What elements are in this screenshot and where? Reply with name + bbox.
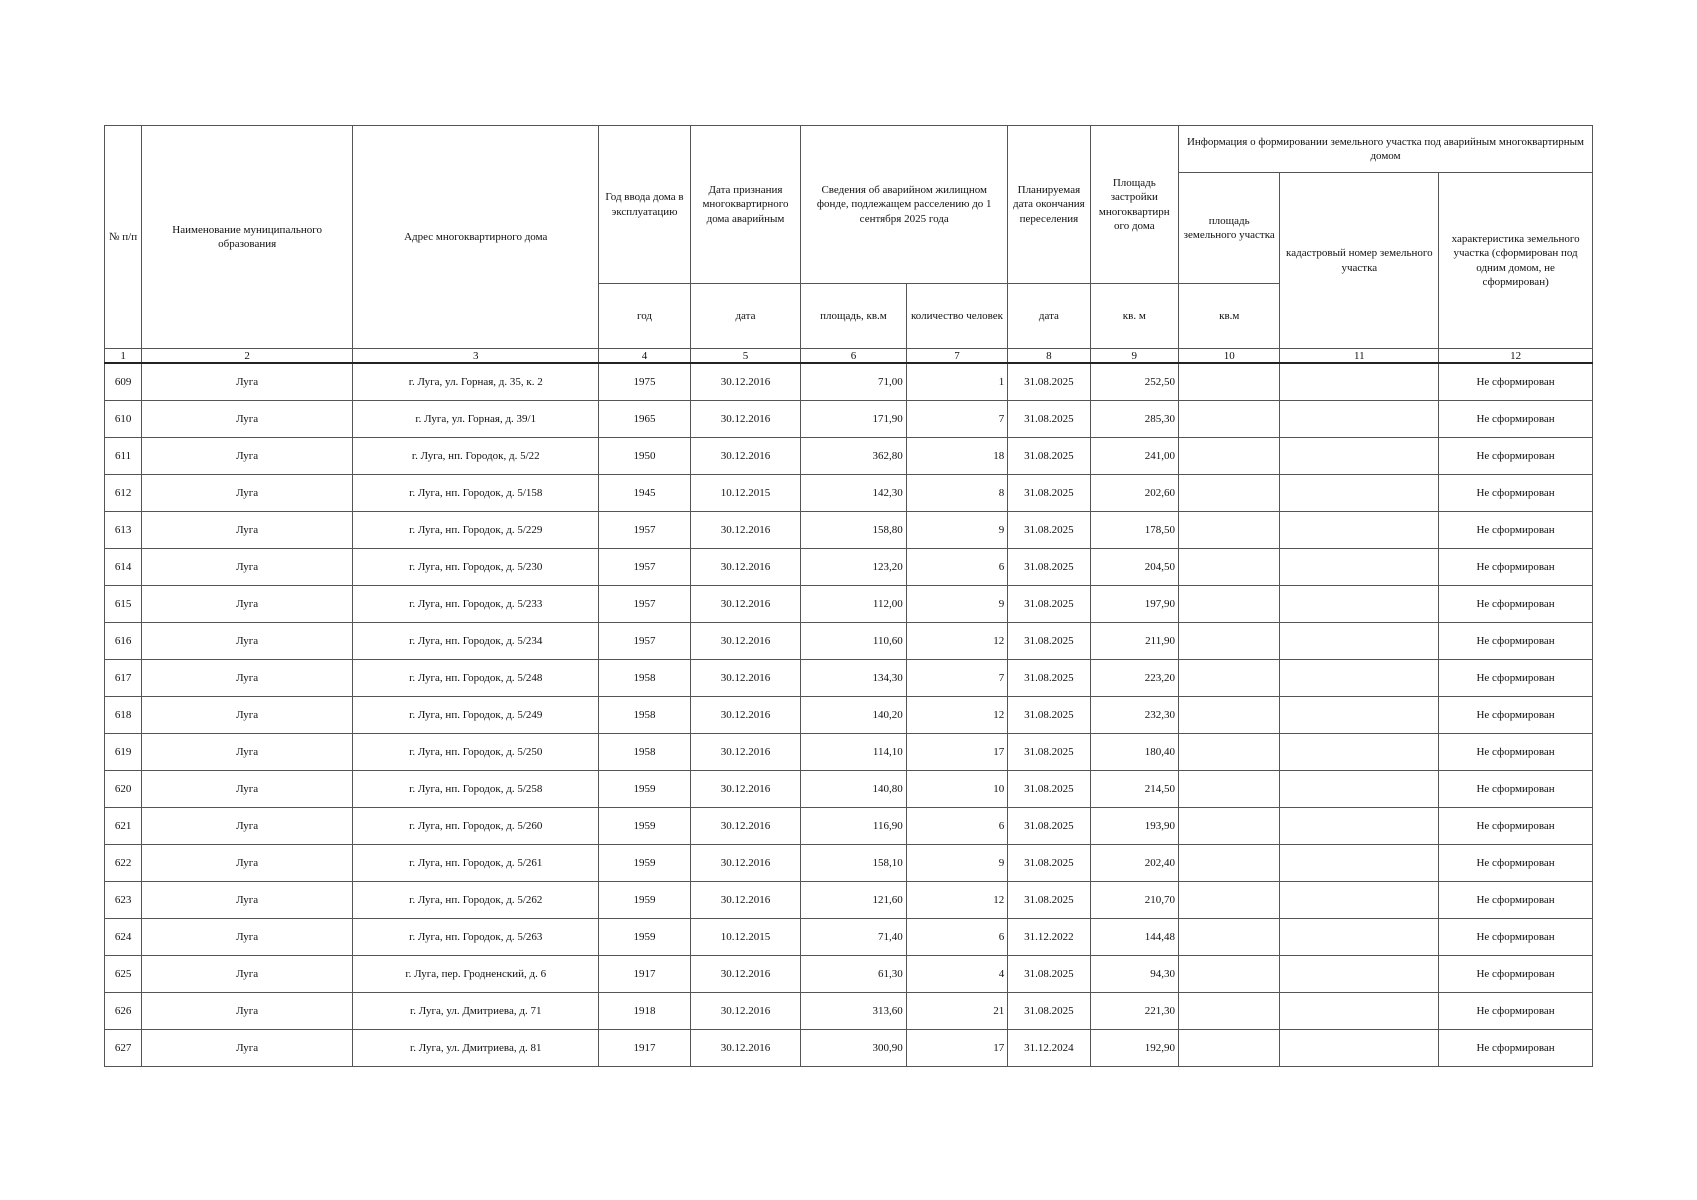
cell-planned-date: 31.08.2025 bbox=[1008, 623, 1090, 660]
cell-municipality: Луга bbox=[142, 845, 353, 882]
cell-people-count: 18 bbox=[906, 438, 1007, 475]
cell-cadastral-number bbox=[1280, 586, 1439, 623]
cell-year-built: 1957 bbox=[599, 586, 690, 623]
cell-land-area bbox=[1178, 438, 1279, 475]
cell-year-built: 1959 bbox=[599, 845, 690, 882]
cell-no: 614 bbox=[105, 549, 142, 586]
cell-planned-date: 31.08.2025 bbox=[1008, 401, 1090, 438]
cell-living-area: 121,60 bbox=[801, 882, 906, 919]
cell-cadastral-number bbox=[1280, 1030, 1439, 1067]
cell-building-area: 193,90 bbox=[1090, 808, 1178, 845]
cell-building-area: 202,60 bbox=[1090, 475, 1178, 512]
cell-emergency-date: 30.12.2016 bbox=[690, 808, 801, 845]
cell-no: 612 bbox=[105, 475, 142, 512]
cell-land-characteristic: Не сформирован bbox=[1439, 956, 1593, 993]
cell-building-area: 214,50 bbox=[1090, 771, 1178, 808]
cell-land-area bbox=[1178, 1030, 1279, 1067]
column-number: 3 bbox=[353, 349, 599, 364]
cell-cadastral-number bbox=[1280, 623, 1439, 660]
cell-address: г. Луга, ул. Дмитриева, д. 71 bbox=[353, 993, 599, 1030]
unit-build-area: кв. м bbox=[1090, 284, 1178, 349]
table-row bbox=[105, 623, 1593, 660]
cell-building-area: 232,30 bbox=[1090, 697, 1178, 734]
cell-emergency-date: 30.12.2016 bbox=[690, 623, 801, 660]
cell-planned-date: 31.08.2025 bbox=[1008, 475, 1090, 512]
cell-building-area: 285,30 bbox=[1090, 401, 1178, 438]
cell-planned-date: 31.08.2025 bbox=[1008, 734, 1090, 771]
cell-cadastral-number bbox=[1280, 549, 1439, 586]
table-row bbox=[105, 734, 1593, 771]
header-planned-date: Планируемая дата окончания переселения bbox=[1008, 126, 1090, 284]
cell-address: г. Луга, нп. Городок, д. 5/260 bbox=[353, 808, 599, 845]
cell-living-area: 71,00 bbox=[801, 363, 906, 401]
cell-year-built: 1950 bbox=[599, 438, 690, 475]
cell-living-area: 123,20 bbox=[801, 549, 906, 586]
cell-building-area: 204,50 bbox=[1090, 549, 1178, 586]
cell-no: 615 bbox=[105, 586, 142, 623]
cell-people-count: 7 bbox=[906, 401, 1007, 438]
cell-building-area: 252,50 bbox=[1090, 363, 1178, 401]
cell-no: 609 bbox=[105, 363, 142, 401]
cell-land-characteristic: Не сформирован bbox=[1439, 734, 1593, 771]
cell-people-count: 17 bbox=[906, 1030, 1007, 1067]
cell-land-characteristic: Не сформирован bbox=[1439, 512, 1593, 549]
cell-living-area: 158,80 bbox=[801, 512, 906, 549]
cell-year-built: 1917 bbox=[599, 956, 690, 993]
cell-no: 626 bbox=[105, 993, 142, 1030]
cell-land-characteristic: Не сформирован bbox=[1439, 919, 1593, 956]
cell-living-area: 158,10 bbox=[801, 845, 906, 882]
column-number: 7 bbox=[906, 349, 1007, 364]
cell-land-characteristic: Не сформирован bbox=[1439, 363, 1593, 401]
column-number-row bbox=[105, 349, 1593, 364]
cell-cadastral-number bbox=[1280, 401, 1439, 438]
cell-municipality: Луга bbox=[142, 771, 353, 808]
column-number: 2 bbox=[142, 349, 353, 364]
cell-planned-date: 31.08.2025 bbox=[1008, 771, 1090, 808]
cell-people-count: 10 bbox=[906, 771, 1007, 808]
cell-address: г. Луга, нп. Городок, д. 5/261 bbox=[353, 845, 599, 882]
cell-no: 620 bbox=[105, 771, 142, 808]
cell-living-area: 112,00 bbox=[801, 586, 906, 623]
cell-year-built: 1918 bbox=[599, 993, 690, 1030]
cell-building-area: 221,30 bbox=[1090, 993, 1178, 1030]
cell-land-area bbox=[1178, 475, 1279, 512]
cell-building-area: 241,00 bbox=[1090, 438, 1178, 475]
unit-date: дата bbox=[690, 284, 801, 349]
cell-planned-date: 31.08.2025 bbox=[1008, 549, 1090, 586]
cell-land-characteristic: Не сформирован bbox=[1439, 845, 1593, 882]
cell-emergency-date: 30.12.2016 bbox=[690, 771, 801, 808]
cell-municipality: Луга bbox=[142, 808, 353, 845]
cell-planned-date: 31.08.2025 bbox=[1008, 993, 1090, 1030]
cell-people-count: 6 bbox=[906, 549, 1007, 586]
cell-year-built: 1957 bbox=[599, 512, 690, 549]
cell-emergency-date: 30.12.2016 bbox=[690, 401, 801, 438]
cell-municipality: Луга bbox=[142, 401, 353, 438]
cell-address: г. Луга, нп. Городок, д. 5/262 bbox=[353, 882, 599, 919]
cell-cadastral-number bbox=[1280, 956, 1439, 993]
header-building-area: Площадь застройки многоквартирн ого дома bbox=[1090, 126, 1178, 284]
cell-planned-date: 31.08.2025 bbox=[1008, 956, 1090, 993]
cell-municipality: Луга bbox=[142, 697, 353, 734]
cell-municipality: Луга bbox=[142, 512, 353, 549]
cell-address: г. Луга, нп. Городок, д. 5/230 bbox=[353, 549, 599, 586]
cell-living-area: 140,80 bbox=[801, 771, 906, 808]
cell-address: г. Луга, нп. Городок, д. 5/234 bbox=[353, 623, 599, 660]
cell-land-area bbox=[1178, 586, 1279, 623]
cell-address: г. Луга, ул. Горная, д. 39/1 bbox=[353, 401, 599, 438]
cell-land-characteristic: Не сформирован bbox=[1439, 697, 1593, 734]
cell-year-built: 1959 bbox=[599, 882, 690, 919]
cell-building-area: 180,40 bbox=[1090, 734, 1178, 771]
cell-living-area: 110,60 bbox=[801, 623, 906, 660]
cell-people-count: 6 bbox=[906, 808, 1007, 845]
cell-people-count: 9 bbox=[906, 845, 1007, 882]
cell-planned-date: 31.08.2025 bbox=[1008, 845, 1090, 882]
header-relocation-info: Сведения об аварийном жилищном фонде, подлежащем расселению до 1 сентября 2025 года bbox=[801, 126, 1008, 284]
cell-year-built: 1959 bbox=[599, 919, 690, 956]
table-row bbox=[105, 697, 1593, 734]
cell-year-built: 1959 bbox=[599, 771, 690, 808]
header-no: № п/п bbox=[105, 126, 142, 349]
cell-cadastral-number bbox=[1280, 734, 1439, 771]
cell-living-area: 142,30 bbox=[801, 475, 906, 512]
cell-municipality: Луга bbox=[142, 956, 353, 993]
cell-land-characteristic: Не сформирован bbox=[1439, 660, 1593, 697]
cell-building-area: 223,20 bbox=[1090, 660, 1178, 697]
cell-land-characteristic: Не сформирован bbox=[1439, 475, 1593, 512]
header-emergency-date: Дата признания многоквартирного дома аварийным bbox=[690, 126, 801, 284]
unit-area: площадь, кв.м bbox=[801, 284, 906, 349]
table-row bbox=[105, 808, 1593, 845]
column-number: 5 bbox=[690, 349, 801, 364]
table-row bbox=[105, 919, 1593, 956]
cell-land-area bbox=[1178, 623, 1279, 660]
cell-emergency-date: 30.12.2016 bbox=[690, 586, 801, 623]
table-header bbox=[105, 126, 1593, 364]
cell-emergency-date: 30.12.2016 bbox=[690, 845, 801, 882]
cell-year-built: 1959 bbox=[599, 808, 690, 845]
table-row bbox=[105, 586, 1593, 623]
cell-people-count: 1 bbox=[906, 363, 1007, 401]
cell-year-built: 1958 bbox=[599, 660, 690, 697]
cell-land-characteristic: Не сформирован bbox=[1439, 586, 1593, 623]
table-body bbox=[105, 363, 1593, 1067]
column-number: 1 bbox=[105, 349, 142, 364]
cell-land-area bbox=[1178, 512, 1279, 549]
header-cadastral: кадастровый номер земельного участка bbox=[1280, 173, 1439, 349]
cell-municipality: Луга bbox=[142, 623, 353, 660]
cell-municipality: Луга bbox=[142, 549, 353, 586]
header-address: Адрес многоквартирного дома bbox=[353, 126, 599, 349]
cell-land-characteristic: Не сформирован bbox=[1439, 771, 1593, 808]
column-number: 9 bbox=[1090, 349, 1178, 364]
cell-living-area: 171,90 bbox=[801, 401, 906, 438]
header-land-area: площадь земельного участка bbox=[1178, 173, 1279, 284]
table-row bbox=[105, 549, 1593, 586]
cell-building-area: 211,90 bbox=[1090, 623, 1178, 660]
cell-year-built: 1965 bbox=[599, 401, 690, 438]
cell-planned-date: 31.12.2024 bbox=[1008, 1030, 1090, 1067]
cell-land-area bbox=[1178, 660, 1279, 697]
cell-building-area: 197,90 bbox=[1090, 586, 1178, 623]
cell-municipality: Луга bbox=[142, 660, 353, 697]
unit-plan-date: дата bbox=[1008, 284, 1090, 349]
cell-land-area bbox=[1178, 401, 1279, 438]
cell-municipality: Луга bbox=[142, 882, 353, 919]
table-row bbox=[105, 993, 1593, 1030]
cell-building-area: 144,48 bbox=[1090, 919, 1178, 956]
cell-emergency-date: 30.12.2016 bbox=[690, 660, 801, 697]
cell-land-area bbox=[1178, 697, 1279, 734]
cell-building-area: 192,90 bbox=[1090, 1030, 1178, 1067]
cell-land-area bbox=[1178, 734, 1279, 771]
cell-cadastral-number bbox=[1280, 438, 1439, 475]
cell-land-area bbox=[1178, 956, 1279, 993]
cell-year-built: 1957 bbox=[599, 549, 690, 586]
cell-land-area bbox=[1178, 845, 1279, 882]
cell-land-characteristic: Не сформирован bbox=[1439, 438, 1593, 475]
cell-address: г. Луга, нп. Городок, д. 5/250 bbox=[353, 734, 599, 771]
cell-living-area: 313,60 bbox=[801, 993, 906, 1030]
cell-living-area: 134,30 bbox=[801, 660, 906, 697]
cell-planned-date: 31.08.2025 bbox=[1008, 438, 1090, 475]
cell-address: г. Луга, нп. Городок, д. 5/258 bbox=[353, 771, 599, 808]
cell-emergency-date: 30.12.2016 bbox=[690, 438, 801, 475]
cell-no: 619 bbox=[105, 734, 142, 771]
header-municipality: Наименование муниципального образования bbox=[142, 126, 353, 349]
table-row bbox=[105, 771, 1593, 808]
cell-people-count: 21 bbox=[906, 993, 1007, 1030]
cell-address: г. Луга, нп. Городок, д. 5/158 bbox=[353, 475, 599, 512]
cell-land-area bbox=[1178, 549, 1279, 586]
unit-year: год bbox=[599, 284, 690, 349]
cell-emergency-date: 30.12.2016 bbox=[690, 512, 801, 549]
cell-people-count: 4 bbox=[906, 956, 1007, 993]
table-row bbox=[105, 438, 1593, 475]
cell-cadastral-number bbox=[1280, 993, 1439, 1030]
cell-living-area: 116,90 bbox=[801, 808, 906, 845]
cell-land-characteristic: Не сформирован bbox=[1439, 808, 1593, 845]
cell-planned-date: 31.08.2025 bbox=[1008, 586, 1090, 623]
cell-year-built: 1975 bbox=[599, 363, 690, 401]
cell-cadastral-number bbox=[1280, 882, 1439, 919]
cell-emergency-date: 10.12.2015 bbox=[690, 919, 801, 956]
cell-people-count: 17 bbox=[906, 734, 1007, 771]
cell-address: г. Луга, ул. Дмитриева, д. 81 bbox=[353, 1030, 599, 1067]
cell-municipality: Луга bbox=[142, 586, 353, 623]
cell-living-area: 114,10 bbox=[801, 734, 906, 771]
header-land-characteristic: характеристика земельного участка (сформирован под одним домом, не сформирован) bbox=[1439, 173, 1593, 349]
cell-emergency-date: 10.12.2015 bbox=[690, 475, 801, 512]
cell-no: 617 bbox=[105, 660, 142, 697]
cell-planned-date: 31.08.2025 bbox=[1008, 697, 1090, 734]
cell-planned-date: 31.08.2025 bbox=[1008, 882, 1090, 919]
cell-building-area: 94,30 bbox=[1090, 956, 1178, 993]
cell-municipality: Луга bbox=[142, 438, 353, 475]
cell-people-count: 9 bbox=[906, 512, 1007, 549]
table-row bbox=[105, 512, 1593, 549]
cell-no: 624 bbox=[105, 919, 142, 956]
cell-land-area bbox=[1178, 993, 1279, 1030]
table-row bbox=[105, 956, 1593, 993]
emergency-housing-table bbox=[104, 125, 1593, 1067]
table-row bbox=[105, 660, 1593, 697]
cell-building-area: 202,40 bbox=[1090, 845, 1178, 882]
cell-land-area bbox=[1178, 919, 1279, 956]
cell-people-count: 8 bbox=[906, 475, 1007, 512]
cell-year-built: 1917 bbox=[599, 1030, 690, 1067]
cell-cadastral-number bbox=[1280, 660, 1439, 697]
cell-no: 622 bbox=[105, 845, 142, 882]
cell-no: 623 bbox=[105, 882, 142, 919]
cell-municipality: Луга bbox=[142, 734, 353, 771]
cell-address: г. Луга, нп. Городок, д. 5/249 bbox=[353, 697, 599, 734]
cell-people-count: 6 bbox=[906, 919, 1007, 956]
cell-building-area: 178,50 bbox=[1090, 512, 1178, 549]
cell-people-count: 9 bbox=[906, 586, 1007, 623]
cell-living-area: 362,80 bbox=[801, 438, 906, 475]
column-number: 4 bbox=[599, 349, 690, 364]
cell-municipality: Луга bbox=[142, 919, 353, 956]
cell-people-count: 12 bbox=[906, 623, 1007, 660]
cell-cadastral-number bbox=[1280, 512, 1439, 549]
cell-planned-date: 31.08.2025 bbox=[1008, 363, 1090, 401]
cell-emergency-date: 30.12.2016 bbox=[690, 1030, 801, 1067]
cell-year-built: 1958 bbox=[599, 697, 690, 734]
cell-people-count: 12 bbox=[906, 882, 1007, 919]
cell-year-built: 1945 bbox=[599, 475, 690, 512]
cell-address: г. Луга, нп. Городок, д. 5/229 bbox=[353, 512, 599, 549]
cell-living-area: 300,90 bbox=[801, 1030, 906, 1067]
cell-land-characteristic: Не сформирован bbox=[1439, 549, 1593, 586]
cell-cadastral-number bbox=[1280, 808, 1439, 845]
cell-building-area: 210,70 bbox=[1090, 882, 1178, 919]
cell-address: г. Луга, нп. Городок, д. 5/263 bbox=[353, 919, 599, 956]
header-year-built: Год ввода дома в эксплуатацию bbox=[599, 126, 690, 284]
table-row bbox=[105, 401, 1593, 438]
cell-emergency-date: 30.12.2016 bbox=[690, 734, 801, 771]
unit-people: количество человек bbox=[906, 284, 1007, 349]
cell-people-count: 12 bbox=[906, 697, 1007, 734]
cell-municipality: Луга bbox=[142, 993, 353, 1030]
cell-municipality: Луга bbox=[142, 363, 353, 401]
cell-emergency-date: 30.12.2016 bbox=[690, 363, 801, 401]
cell-no: 618 bbox=[105, 697, 142, 734]
cell-cadastral-number bbox=[1280, 919, 1439, 956]
cell-cadastral-number bbox=[1280, 845, 1439, 882]
cell-emergency-date: 30.12.2016 bbox=[690, 993, 801, 1030]
cell-address: г. Луга, пер. Гродненский, д. 6 bbox=[353, 956, 599, 993]
cell-cadastral-number bbox=[1280, 697, 1439, 734]
cell-no: 613 bbox=[105, 512, 142, 549]
cell-cadastral-number bbox=[1280, 771, 1439, 808]
table-row bbox=[105, 363, 1593, 401]
cell-land-area bbox=[1178, 363, 1279, 401]
unit-land-area: кв.м bbox=[1178, 284, 1279, 349]
cell-emergency-date: 30.12.2016 bbox=[690, 882, 801, 919]
cell-emergency-date: 30.12.2016 bbox=[690, 956, 801, 993]
cell-address: г. Луга, ул. Горная, д. 35, к. 2 bbox=[353, 363, 599, 401]
cell-emergency-date: 30.12.2016 bbox=[690, 549, 801, 586]
cell-living-area: 140,20 bbox=[801, 697, 906, 734]
cell-address: г. Луга, нп. Городок, д. 5/233 bbox=[353, 586, 599, 623]
cell-year-built: 1958 bbox=[599, 734, 690, 771]
cell-living-area: 61,30 bbox=[801, 956, 906, 993]
cell-land-area bbox=[1178, 771, 1279, 808]
cell-no: 616 bbox=[105, 623, 142, 660]
cell-no: 625 bbox=[105, 956, 142, 993]
header-land-info: Информация о формировании земельного участка под аварийным многоквартирным домом bbox=[1178, 126, 1592, 173]
cell-address: г. Луга, нп. Городок, д. 5/22 bbox=[353, 438, 599, 475]
cell-cadastral-number bbox=[1280, 475, 1439, 512]
cell-land-characteristic: Не сформирован bbox=[1439, 401, 1593, 438]
cell-year-built: 1957 bbox=[599, 623, 690, 660]
column-number: 11 bbox=[1280, 349, 1439, 364]
cell-land-characteristic: Не сформирован bbox=[1439, 882, 1593, 919]
column-number: 10 bbox=[1178, 349, 1279, 364]
cell-emergency-date: 30.12.2016 bbox=[690, 697, 801, 734]
cell-municipality: Луга bbox=[142, 475, 353, 512]
column-number: 8 bbox=[1008, 349, 1090, 364]
cell-municipality: Луга bbox=[142, 1030, 353, 1067]
cell-living-area: 71,40 bbox=[801, 919, 906, 956]
cell-no: 610 bbox=[105, 401, 142, 438]
cell-planned-date: 31.08.2025 bbox=[1008, 808, 1090, 845]
cell-land-characteristic: Не сформирован bbox=[1439, 1030, 1593, 1067]
cell-no: 611 bbox=[105, 438, 142, 475]
cell-land-area bbox=[1178, 808, 1279, 845]
cell-cadastral-number bbox=[1280, 363, 1439, 401]
cell-land-characteristic: Не сформирован bbox=[1439, 623, 1593, 660]
cell-people-count: 7 bbox=[906, 660, 1007, 697]
cell-planned-date: 31.12.2022 bbox=[1008, 919, 1090, 956]
table-row bbox=[105, 475, 1593, 512]
cell-no: 621 bbox=[105, 808, 142, 845]
table-row bbox=[105, 882, 1593, 919]
cell-address: г. Луга, нп. Городок, д. 5/248 bbox=[353, 660, 599, 697]
cell-planned-date: 31.08.2025 bbox=[1008, 512, 1090, 549]
cell-no: 627 bbox=[105, 1030, 142, 1067]
column-number: 6 bbox=[801, 349, 906, 364]
cell-land-area bbox=[1178, 882, 1279, 919]
cell-land-characteristic: Не сформирован bbox=[1439, 993, 1593, 1030]
table-row bbox=[105, 845, 1593, 882]
column-number: 12 bbox=[1439, 349, 1593, 364]
cell-planned-date: 31.08.2025 bbox=[1008, 660, 1090, 697]
table-row bbox=[105, 1030, 1593, 1067]
